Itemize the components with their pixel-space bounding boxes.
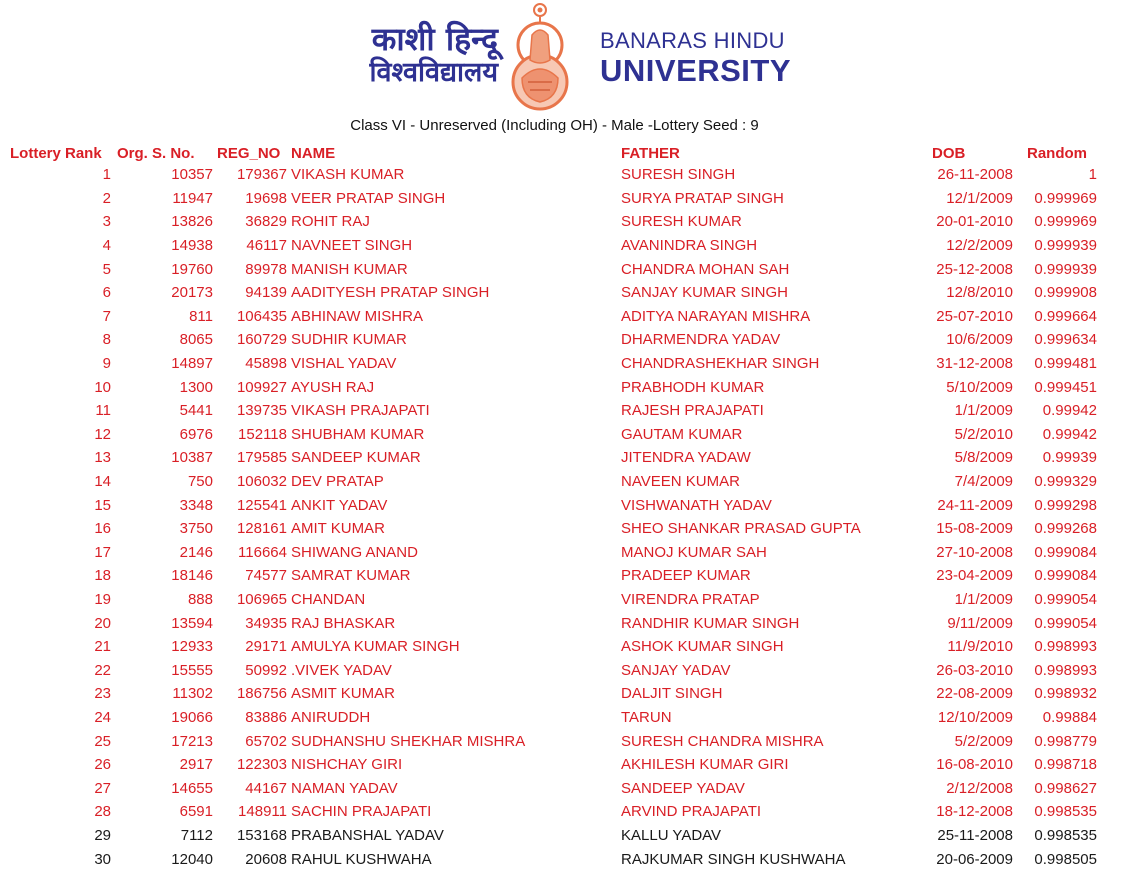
lottery-results-table [10, 143, 1097, 871]
table-row [10, 706, 1097, 730]
column-header-lottery-rank: Lottery Rank [10, 144, 102, 162]
cell-org-s-no: 10357 [171, 166, 213, 184]
cell-dob: 5/2/2009 [954, 732, 1013, 750]
cell-org-s-no: 8065 [179, 331, 213, 349]
table-row [10, 210, 1097, 234]
cell-org-s-no: 2146 [179, 543, 213, 561]
cell-dob: 26-11-2008 [937, 166, 1013, 184]
cell-random: 0.998993 [1034, 638, 1097, 656]
cell-reg-no: 106965 [236, 590, 287, 608]
cell-father: SURESH SINGH [621, 166, 736, 184]
cell-dob: 31-12-2008 [936, 355, 1013, 373]
cell-reg-no: 65702 [245, 732, 287, 750]
cell-dob: 18-12-2008 [936, 803, 1013, 821]
table-row [10, 446, 1097, 470]
cell-father: AKHILESH KUMAR GIRI [621, 756, 789, 774]
cell-father: TARUN [621, 708, 672, 726]
cell-random: 0.99942 [1042, 425, 1097, 443]
cell-lottery-rank: 11 [95, 402, 111, 420]
cell-reg-no: 29171 [245, 638, 287, 656]
table-row [10, 257, 1097, 281]
cell-dob: 15-08-2009 [936, 520, 1013, 538]
column-header-reg-no: REG_NO [217, 144, 281, 162]
column-header-father: FATHER [621, 144, 680, 162]
cell-dob: 10/6/2009 [946, 331, 1013, 349]
cell-lottery-rank: 15 [94, 496, 111, 514]
table-row [10, 753, 1097, 777]
cell-random: 0.999268 [1034, 520, 1097, 538]
table-row [10, 564, 1097, 588]
cell-random: 0.999298 [1034, 496, 1097, 514]
cell-father: PRABHODH KUMAR [621, 378, 765, 396]
cell-org-s-no: 13826 [171, 213, 213, 231]
cell-random: 0.999969 [1034, 189, 1097, 207]
cell-lottery-rank: 3 [102, 213, 111, 231]
list-subtitle [0, 117, 1143, 134]
cell-reg-no: 160729 [236, 331, 287, 349]
cell-reg-no: 45898 [245, 355, 287, 373]
cell-name: SUDHIR KUMAR [291, 331, 407, 349]
cell-father: CHANDRASHEKHAR SINGH [621, 355, 820, 373]
cell-reg-no: 152118 [238, 425, 287, 443]
cell-father: SHEO SHANKAR PRASAD GUPTA [621, 520, 861, 538]
column-header-org-s-no: Org. S. No. [117, 144, 195, 162]
cell-org-s-no: 14897 [171, 355, 213, 373]
cell-random: 0.999664 [1034, 307, 1097, 325]
cell-father: VISHWANATH YADAV [621, 496, 772, 514]
cell-father: DHARMENDRA YADAV [621, 331, 781, 349]
table-body [10, 163, 1097, 871]
cell-father: SURESH CHANDRA MISHRA [621, 732, 824, 750]
table-row [10, 847, 1097, 871]
cell-org-s-no: 19760 [171, 260, 213, 278]
cell-random: 0.999908 [1034, 284, 1097, 302]
cell-lottery-rank: 12 [94, 425, 111, 443]
cell-reg-no: 106032 [236, 473, 287, 491]
cell-father: RANDHIR KUMAR SINGH [621, 614, 800, 632]
cell-dob: 25-12-2008 [936, 260, 1013, 278]
table-row [10, 163, 1097, 187]
subtitle-text: Class VI - Unreserved (Including OH) - Male -Lottery Seed : 9 [350, 117, 759, 134]
table-row [10, 423, 1097, 447]
cell-lottery-rank: 20 [94, 614, 111, 632]
cell-father: SANDEEP YADAV [621, 779, 745, 797]
cell-random: 0.999329 [1034, 473, 1097, 491]
cell-reg-no: 125541 [236, 496, 287, 514]
cell-father: ADITYA NARAYAN MISHRA [621, 307, 811, 325]
cell-reg-no: 44167 [245, 779, 287, 797]
cell-org-s-no: 11302 [172, 685, 213, 703]
cell-dob: 12/1/2009 [946, 189, 1013, 207]
cell-dob: 7/4/2009 [954, 473, 1013, 491]
cell-name: .VIVEK YADAV [291, 661, 392, 679]
university-header [0, 0, 1143, 112]
table-row [10, 588, 1097, 612]
cell-org-s-no: 10387 [171, 449, 213, 467]
cell-father: RAJKUMAR SINGH KUSHWAHA [621, 850, 846, 868]
cell-lottery-rank: 5 [102, 260, 111, 278]
cell-org-s-no: 2917 [179, 756, 213, 774]
cell-lottery-rank: 23 [94, 685, 111, 703]
table-row [10, 399, 1097, 423]
cell-name: AADITYESH PRATAP SINGH [291, 284, 490, 302]
cell-random: 0.998627 [1034, 779, 1097, 797]
cell-name: RAJ BHASKAR [291, 614, 396, 632]
cell-random: 0.99939 [1042, 449, 1097, 467]
cell-name: ROHIT RAJ [291, 213, 370, 231]
cell-random: 1 [1088, 166, 1097, 184]
cell-dob: 1/1/2009 [954, 402, 1013, 420]
cell-father: DALJIT SINGH [621, 685, 723, 703]
cell-reg-no: 109927 [236, 378, 287, 396]
cell-lottery-rank: 1 [102, 166, 111, 184]
table-row [10, 305, 1097, 329]
cell-father: AVANINDRA SINGH [621, 237, 758, 255]
cell-lottery-rank: 19 [94, 590, 111, 608]
table-row [10, 824, 1097, 848]
cell-lottery-rank: 7 [102, 307, 111, 325]
cell-father: NAVEEN KUMAR [621, 473, 740, 491]
table-row [10, 658, 1097, 682]
table-row [10, 611, 1097, 635]
cell-random: 0.998779 [1034, 732, 1097, 750]
cell-lottery-rank: 6 [102, 284, 111, 302]
cell-org-s-no: 11947 [172, 189, 213, 207]
cell-lottery-rank: 10 [94, 378, 111, 396]
cell-random: 0.999481 [1034, 355, 1097, 373]
cell-father: GAUTAM KUMAR [621, 425, 743, 443]
cell-name: VIKASH KUMAR [291, 166, 405, 184]
table-row [10, 493, 1097, 517]
cell-org-s-no: 15555 [171, 661, 213, 679]
cell-reg-no: 179585 [236, 449, 287, 467]
cell-random: 0.999939 [1034, 237, 1097, 255]
cell-org-s-no: 14938 [171, 237, 213, 255]
cell-dob: 25-11-2008 [937, 826, 1013, 844]
cell-name: SANDEEP KUMAR [291, 449, 421, 467]
cell-father: ARVIND PRAJAPATI [621, 803, 762, 821]
table-row [10, 776, 1097, 800]
cell-org-s-no: 750 [187, 473, 213, 491]
cell-org-s-no: 5441 [179, 402, 213, 420]
table-row [10, 800, 1097, 824]
cell-random: 0.999969 [1034, 213, 1097, 231]
cell-father: ASHOK KUMAR SINGH [621, 638, 784, 656]
table-row [10, 187, 1097, 211]
cell-reg-no: 20608 [245, 850, 287, 868]
table-row [10, 234, 1097, 258]
table-row [10, 541, 1097, 565]
cell-name: VIKASH PRAJAPATI [291, 402, 430, 420]
cell-reg-no: 153168 [236, 826, 287, 844]
cell-name: AMIT KUMAR [291, 520, 385, 538]
cell-dob: 5/10/2009 [946, 378, 1013, 396]
cell-org-s-no: 811 [189, 307, 213, 325]
hindi-name-line1: काशी हिन्दू [371, 20, 498, 58]
cell-dob: 22-08-2009 [936, 685, 1013, 703]
cell-dob: 2/12/2008 [946, 779, 1013, 797]
cell-dob: 9/11/2009 [947, 614, 1013, 632]
cell-dob: 1/1/2009 [954, 590, 1013, 608]
cell-random: 0.999054 [1034, 590, 1097, 608]
cell-lottery-rank: 25 [94, 732, 111, 750]
cell-org-s-no: 12040 [171, 850, 213, 868]
cell-lottery-rank: 29 [94, 826, 111, 844]
cell-random: 0.998718 [1034, 756, 1097, 774]
cell-father: SURYA PRATAP SINGH [621, 189, 784, 207]
cell-dob: 12/10/2009 [937, 708, 1013, 726]
cell-dob: 12/8/2010 [946, 284, 1013, 302]
cell-reg-no: 89978 [245, 260, 287, 278]
bhu-emblem-icon [502, 0, 578, 112]
cell-lottery-rank: 17 [94, 543, 111, 561]
cell-random: 0.998505 [1034, 850, 1097, 868]
cell-lottery-rank: 2 [102, 189, 111, 207]
cell-dob: 5/8/2009 [954, 449, 1013, 467]
column-header-dob: DOB [932, 144, 966, 162]
cell-lottery-rank: 14 [94, 473, 111, 491]
cell-org-s-no: 888 [187, 590, 213, 608]
cell-dob: 20-01-2010 [936, 213, 1013, 231]
cell-dob: 12/2/2009 [946, 237, 1013, 255]
cell-name: SACHIN PRAJAPATI [291, 803, 432, 821]
column-header-name: NAME [291, 144, 336, 162]
cell-lottery-rank: 24 [94, 708, 111, 726]
cell-reg-no: 128161 [236, 520, 287, 538]
cell-org-s-no: 19066 [171, 708, 213, 726]
cell-lottery-rank: 27 [94, 779, 111, 797]
cell-org-s-no: 1300 [179, 378, 213, 396]
cell-name: SAMRAT KUMAR [291, 567, 411, 585]
cell-reg-no: 139735 [236, 402, 287, 420]
cell-random: 0.999054 [1034, 614, 1097, 632]
cell-father: MANOJ KUMAR SAH [621, 543, 767, 561]
cell-org-s-no: 7112 [180, 826, 213, 844]
cell-random: 0.999084 [1034, 543, 1097, 561]
cell-father: SURESH KUMAR [621, 213, 742, 231]
cell-name: MANISH KUMAR [291, 260, 408, 278]
cell-lottery-rank: 4 [102, 237, 111, 255]
cell-name: VEER PRATAP SINGH [291, 189, 446, 207]
cell-random: 0.998932 [1034, 685, 1097, 703]
table-row [10, 470, 1097, 494]
cell-org-s-no: 6976 [179, 425, 213, 443]
cell-reg-no: 186756 [236, 685, 287, 703]
cell-org-s-no: 14655 [171, 779, 213, 797]
cell-lottery-rank: 9 [102, 355, 111, 373]
table-row [10, 352, 1097, 376]
cell-name: ANKIT YADAV [291, 496, 388, 514]
cell-reg-no: 19698 [245, 189, 287, 207]
cell-name: VISHAL YADAV [291, 355, 397, 373]
university-name-hindi [320, 22, 498, 90]
cell-org-s-no: 13594 [171, 614, 213, 632]
cell-lottery-rank: 26 [94, 756, 111, 774]
cell-lottery-rank: 16 [94, 520, 111, 538]
column-header-random: Random [1027, 144, 1087, 162]
cell-dob: 24-11-2009 [937, 496, 1013, 514]
cell-lottery-rank: 30 [94, 850, 111, 868]
cell-random: 0.999634 [1034, 331, 1097, 349]
cell-name: NAMAN YADAV [291, 779, 398, 797]
cell-father: JITENDRA YADAW [621, 449, 751, 467]
cell-father: PRADEEP KUMAR [621, 567, 751, 585]
cell-org-s-no: 12933 [171, 638, 213, 656]
cell-name: SUDHANSHU SHEKHAR MISHRA [291, 732, 526, 750]
cell-org-s-no: 3750 [179, 520, 213, 538]
cell-name: PRABANSHAL YADAV [291, 826, 444, 844]
cell-lottery-rank: 18 [94, 567, 111, 585]
cell-name: RAHUL KUSHWAHA [291, 850, 432, 868]
table-row [10, 635, 1097, 659]
cell-org-s-no: 3348 [179, 496, 213, 514]
table-row [10, 682, 1097, 706]
cell-name: AMULYA KUMAR SINGH [291, 638, 460, 656]
cell-reg-no: 106435 [236, 307, 287, 325]
cell-reg-no: 83886 [245, 708, 287, 726]
english-name-line1: BANARAS HINDU [600, 28, 785, 53]
cell-reg-no: 148911 [238, 803, 287, 821]
cell-name: ANIRUDDH [291, 708, 371, 726]
cell-random: 0.999939 [1034, 260, 1097, 278]
cell-name: NAVNEET SINGH [291, 237, 413, 255]
cell-random: 0.99942 [1042, 402, 1097, 420]
english-name-line2: UNIVERSITY [600, 53, 792, 88]
cell-random: 0.99884 [1042, 708, 1097, 726]
cell-org-s-no: 6591 [179, 803, 213, 821]
cell-reg-no: 34935 [245, 614, 287, 632]
cell-org-s-no: 18146 [171, 567, 213, 585]
cell-dob: 25-07-2010 [936, 307, 1013, 325]
cell-random: 0.998993 [1034, 661, 1097, 679]
table-row [10, 729, 1097, 753]
cell-lottery-rank: 8 [102, 331, 111, 349]
cell-dob: 5/2/2010 [954, 425, 1013, 443]
cell-father: CHANDRA MOHAN SAH [621, 260, 790, 278]
cell-name: AYUSH RAJ [291, 378, 375, 396]
cell-father: SANJAY YADAV [621, 661, 731, 679]
table-row [10, 328, 1097, 352]
cell-random: 0.999084 [1034, 567, 1097, 585]
cell-reg-no: 94139 [245, 284, 287, 302]
cell-random: 0.999451 [1034, 378, 1097, 396]
table-header-row [10, 143, 1097, 163]
cell-lottery-rank: 22 [94, 661, 111, 679]
cell-father: RAJESH PRAJAPATI [621, 402, 764, 420]
cell-dob: 11/9/2010 [947, 638, 1013, 656]
cell-lottery-rank: 28 [94, 803, 111, 821]
cell-random: 0.998535 [1034, 826, 1097, 844]
hindi-name-line2: विश्वविद्यालय [369, 57, 498, 88]
cell-reg-no: 74577 [245, 567, 287, 585]
cell-father: KALLU YADAV [621, 826, 722, 844]
table-row [10, 375, 1097, 399]
cell-lottery-rank: 13 [94, 449, 111, 467]
table-row [10, 517, 1097, 541]
cell-reg-no: 116664 [238, 543, 287, 561]
cell-name: ASMIT KUMAR [291, 685, 395, 703]
cell-dob: 23-04-2009 [936, 567, 1013, 585]
cell-father: SANJAY KUMAR SINGH [621, 284, 788, 302]
cell-dob: 20-06-2009 [936, 850, 1013, 868]
table-row [10, 281, 1097, 305]
cell-dob: 16-08-2010 [936, 756, 1013, 774]
cell-lottery-rank: 21 [94, 638, 111, 656]
cell-name: ABHINAW MISHRA [291, 307, 423, 325]
cell-name: DEV PRATAP [291, 473, 384, 491]
cell-reg-no: 179367 [236, 166, 287, 184]
cell-dob: 27-10-2008 [936, 543, 1013, 561]
cell-name: SHUBHAM KUMAR [291, 425, 425, 443]
cell-reg-no: 46117 [246, 237, 287, 255]
cell-father: VIRENDRA PRATAP [621, 590, 760, 608]
cell-org-s-no: 17213 [171, 732, 213, 750]
cell-reg-no: 36829 [245, 213, 287, 231]
cell-random: 0.998535 [1034, 803, 1097, 821]
university-name-english [600, 28, 791, 88]
cell-reg-no: 122303 [236, 756, 287, 774]
cell-reg-no: 50992 [245, 661, 287, 679]
cell-name: NISHCHAY GIRI [291, 756, 403, 774]
cell-name: SHIWANG ANAND [291, 543, 418, 561]
cell-dob: 26-03-2010 [936, 661, 1013, 679]
cell-name: CHANDAN [291, 590, 366, 608]
cell-org-s-no: 20173 [171, 284, 213, 302]
